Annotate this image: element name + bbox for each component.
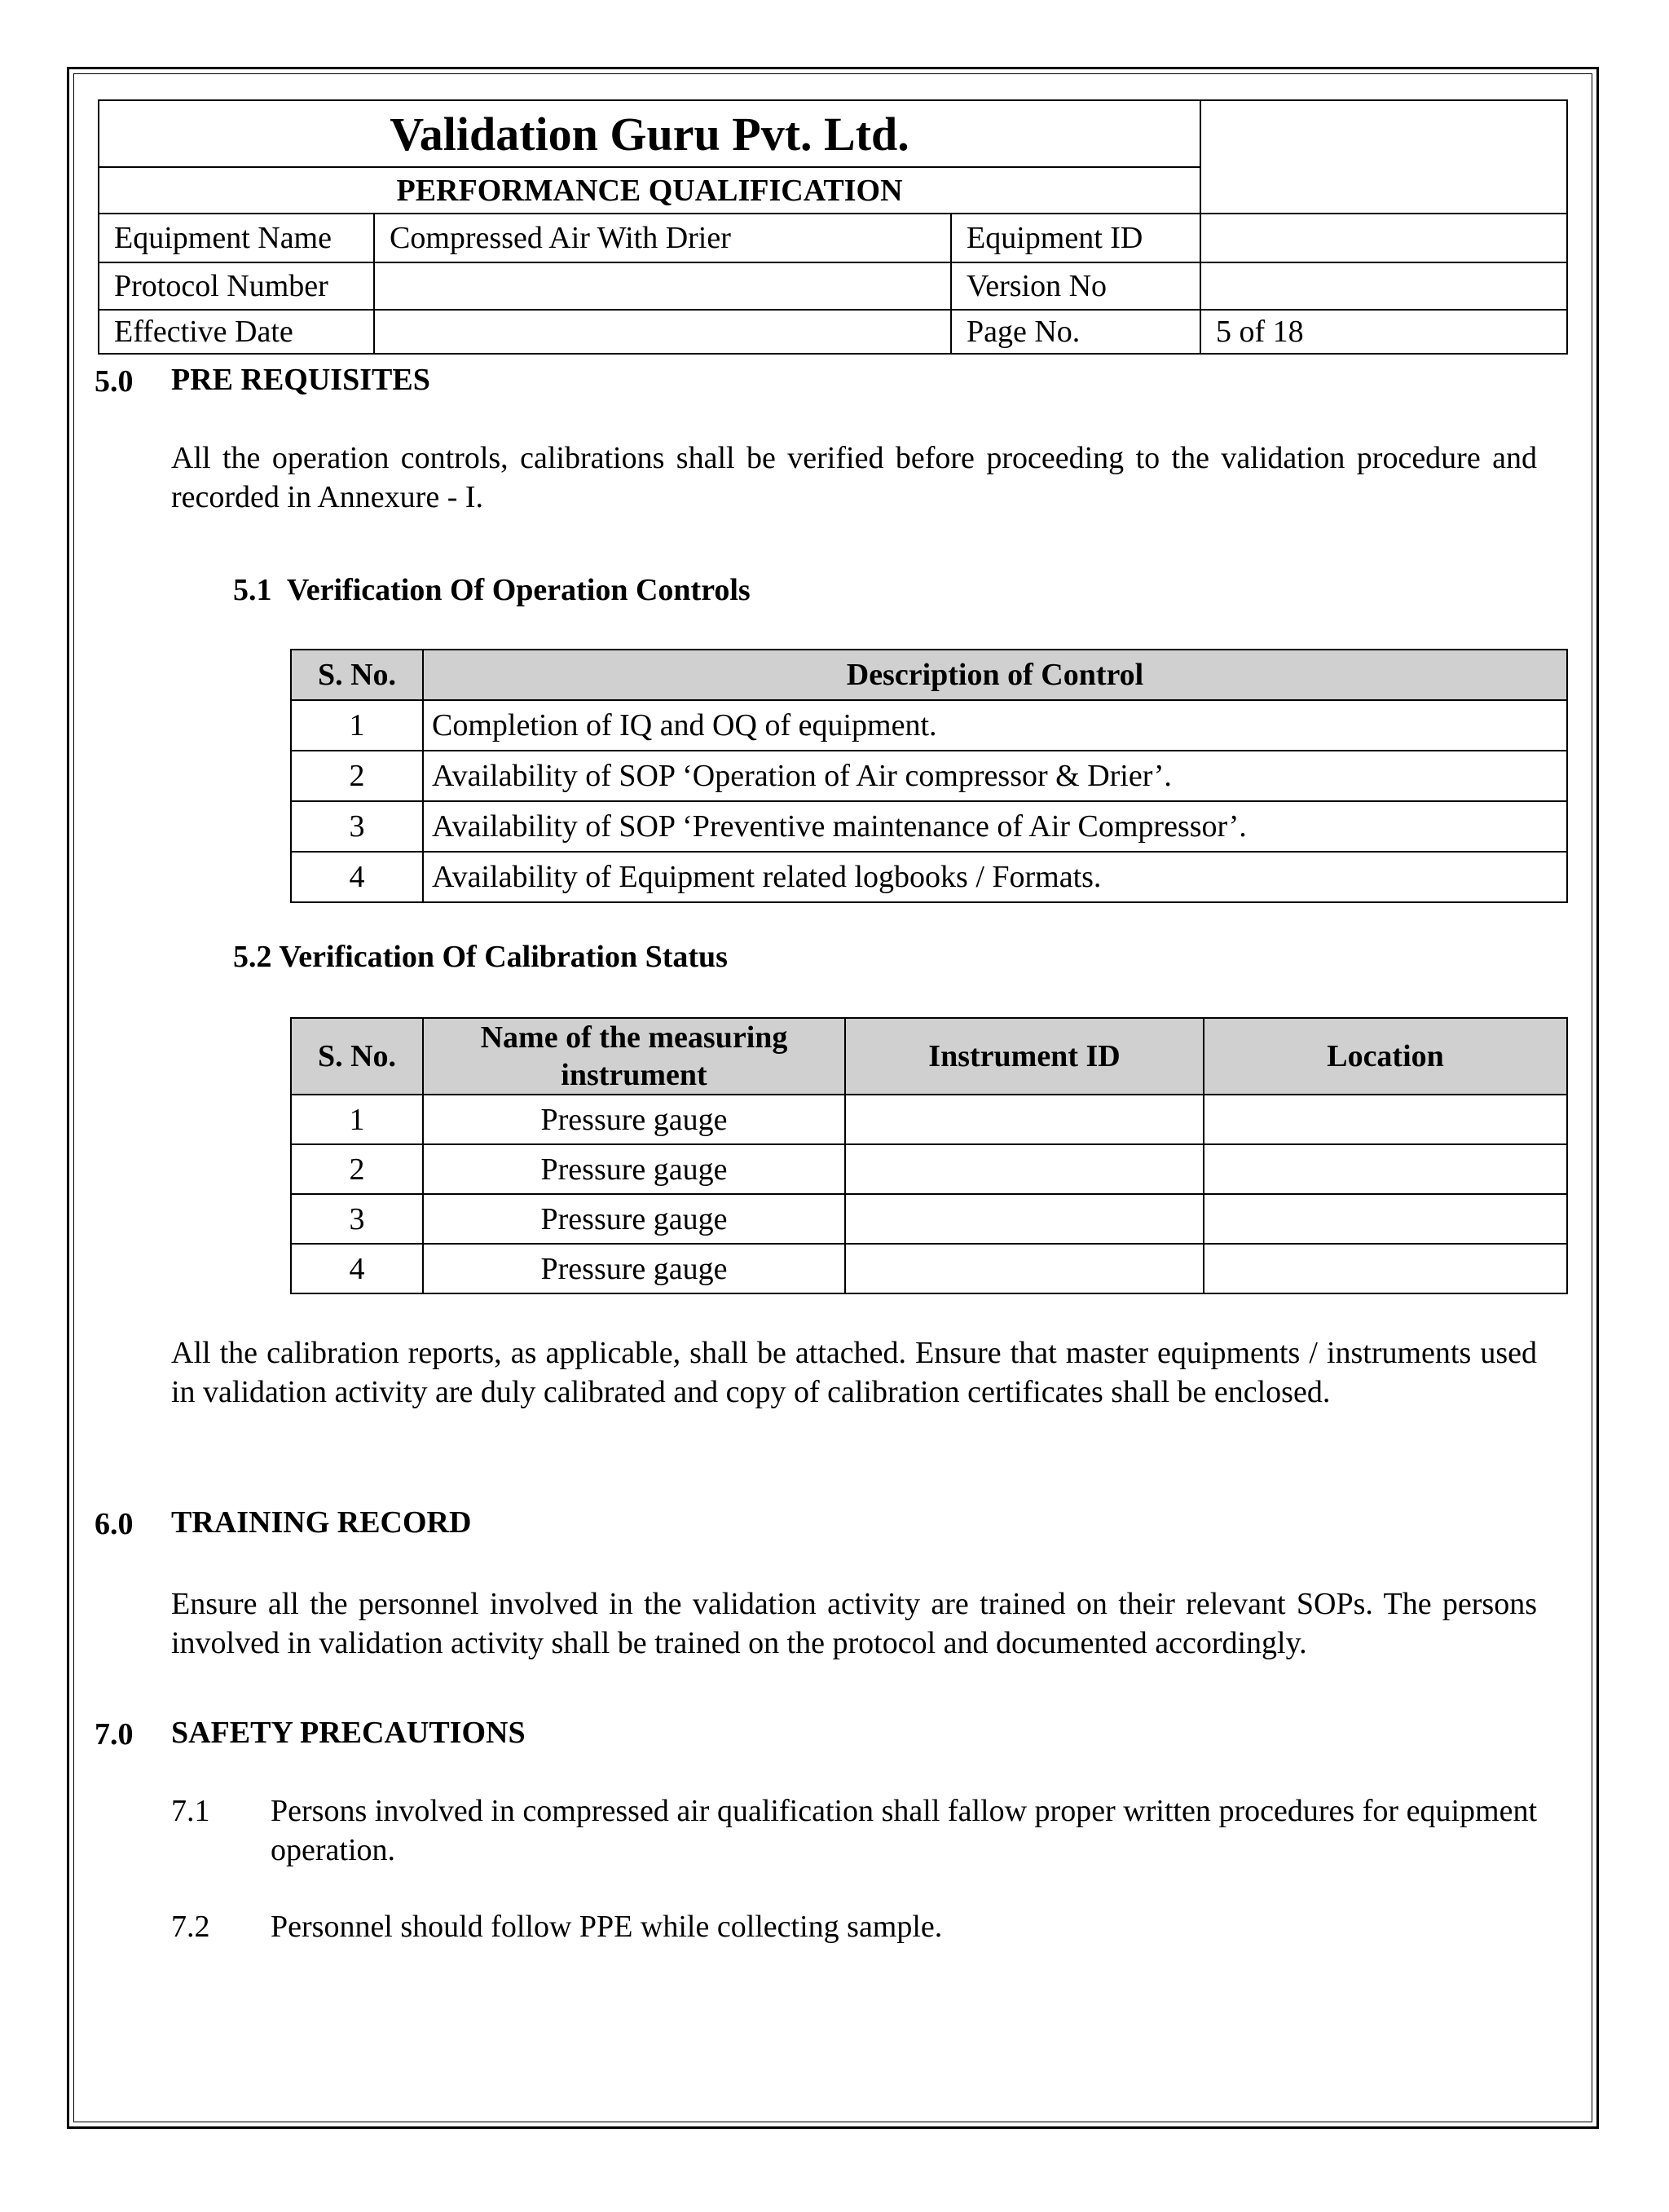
table2-header-location: Location — [1204, 1018, 1567, 1095]
table-row — [291, 700, 1567, 751]
table-row — [291, 1095, 1567, 1144]
table2-cell-location — [1204, 1244, 1567, 1293]
section-6-number: 6.0 — [95, 1507, 134, 1541]
table1-cell-sno: 2 — [291, 751, 423, 801]
table-row — [291, 1194, 1567, 1244]
table1-cell-description: Completion of IQ and OQ of equipment. — [423, 700, 1567, 751]
item-7-2-number: 7.2 — [171, 1910, 210, 1944]
equipment-name-value: Compressed Air With Drier — [374, 214, 951, 262]
item-7-2-text: Personnel should follow PPE while collecting sample. — [271, 1910, 943, 1944]
table2-cell-location — [1204, 1144, 1567, 1194]
table-row — [291, 852, 1567, 902]
table2-cell-instrument-id — [845, 1095, 1204, 1144]
section-5-number: 5.0 — [95, 364, 134, 399]
table2-cell-instrument-name: Pressure gauge — [423, 1194, 845, 1244]
version-no-value — [1200, 262, 1567, 310]
section-7-title: SAFETY PRECAUTIONS — [171, 1716, 526, 1750]
table2-cell-instrument-name: Pressure gauge — [423, 1144, 845, 1194]
table2-cell-instrument-id — [845, 1194, 1204, 1244]
section-7-number: 7.0 — [95, 1717, 134, 1752]
table2-header-instrument-id: Instrument ID — [845, 1018, 1204, 1095]
table1-cell-sno: 4 — [291, 852, 423, 902]
operation-controls-table — [290, 649, 1568, 903]
table1-header-description: Description of Control — [423, 650, 1567, 700]
document-type: PERFORMANCE QUALIFICATION — [99, 167, 1200, 214]
protocol-number-value — [374, 262, 951, 310]
header-table — [98, 99, 1568, 355]
table2-cell-sno: 1 — [291, 1095, 423, 1144]
table1-cell-description: Availability of Equipment related logbooks / Formats. — [423, 852, 1567, 902]
table1-cell-sno: 3 — [291, 801, 423, 852]
logo-cell — [1200, 100, 1567, 214]
calibration-status-table — [290, 1017, 1568, 1294]
effective-date-label: Effective Date — [99, 310, 374, 354]
table2-cell-instrument-id — [845, 1244, 1204, 1293]
table2-cell-location — [1204, 1194, 1567, 1244]
version-no-label: Version No — [951, 262, 1200, 310]
table1-cell-sno: 1 — [291, 700, 423, 751]
table-row — [291, 1144, 1567, 1194]
effective-date-value — [374, 310, 951, 354]
equipment-id-value — [1200, 214, 1567, 262]
table2-cell-instrument-name: Pressure gauge — [423, 1244, 845, 1293]
section-5-title: PRE REQUISITES — [171, 363, 430, 397]
company-name: Validation Guru Pvt. Ltd. — [99, 100, 1200, 167]
table-row — [291, 1244, 1567, 1293]
table2-cell-sno: 3 — [291, 1194, 423, 1244]
table2-cell-instrument-name: Pressure gauge — [423, 1095, 845, 1144]
item-7-1-text: Persons involved in compressed air qualification shall fallow proper written procedures for equipment operation. — [271, 1794, 1537, 1867]
section-6-paragraph: Ensure all the personnel involved in the validation activity are trained on their relevant SOPs. The persons involved in validation activity shall be trained on the protocol and documented accordingly. — [171, 1587, 1537, 1660]
table1-header-sno: S. No. — [291, 650, 423, 700]
equipment-id-label: Equipment ID — [951, 214, 1200, 262]
table-row — [291, 751, 1567, 801]
table2-header-sno: S. No. — [291, 1018, 423, 1095]
section-5-paragraph: All the operation controls, calibrations shall be verified before proceeding to the validation procedure and recorded in Annexure - I. — [171, 441, 1537, 514]
equipment-name-label: Equipment Name — [99, 214, 374, 262]
table2-cell-sno: 4 — [291, 1244, 423, 1293]
protocol-number-label: Protocol Number — [99, 262, 374, 310]
table1-cell-description: Availability of SOP ‘Operation of Air compressor & Drier’. — [423, 751, 1567, 801]
table2-cell-location — [1204, 1095, 1567, 1144]
section-5-1-title: 5.1 Verification Of Operation Controls — [233, 573, 751, 607]
section-5-2-title: 5.2 Verification Of Calibration Status — [233, 940, 728, 974]
calibration-paragraph: All the calibration reports, as applicable, shall be attached. Ensure that master equipments / instruments used in validation activity are duly calibrated and copy of calibration certificates shall be enclosed. — [171, 1336, 1537, 1409]
table2-cell-instrument-id — [845, 1144, 1204, 1194]
table2-header-instrument-name: Name of the measuring instrument — [423, 1018, 845, 1095]
section-6-title: TRAINING RECORD — [171, 1505, 472, 1540]
page-no-label: Page No. — [951, 310, 1200, 354]
table-row — [291, 801, 1567, 852]
table1-cell-description: Availability of SOP ‘Preventive maintenance of Air Compressor’. — [423, 801, 1567, 852]
item-7-1-number: 7.1 — [171, 1794, 210, 1828]
page-no-value: 5 of 18 — [1200, 310, 1567, 354]
table2-cell-sno: 2 — [291, 1144, 423, 1194]
